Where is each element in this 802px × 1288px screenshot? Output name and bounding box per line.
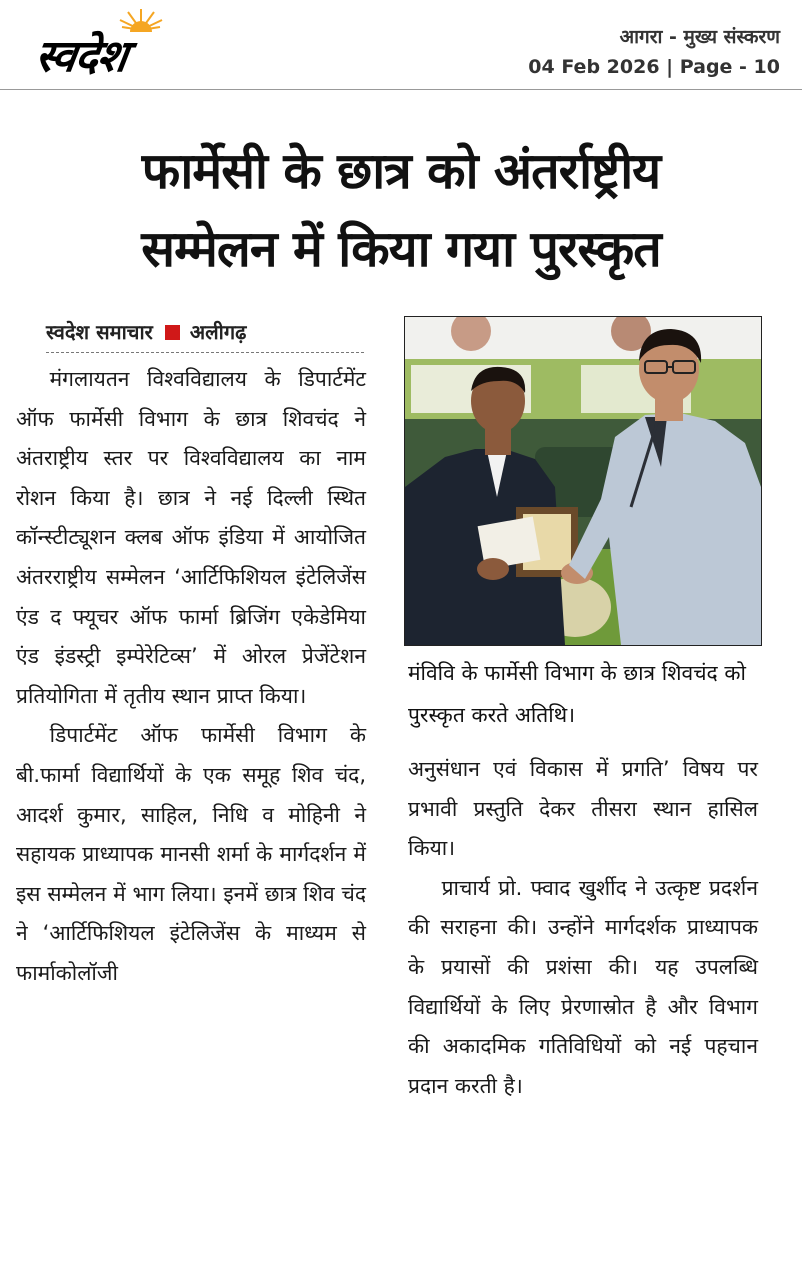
dateline: 04 Feb 2026 | Page - 10 — [528, 56, 780, 78]
edition-name: आगरा - मुख्य संस्करण — [619, 26, 780, 48]
masthead — [0, 0, 802, 92]
photo-caption: मंविवि के फार्मेसी विभाग के छात्र शिवचंद को पुरस्कृत करते अतिथि। — [408, 661, 746, 727]
headline-line-2: सम्मेलन में किया गया पुरस्कृत — [141, 220, 661, 278]
red-square-icon — [165, 325, 180, 340]
article-paragraph: अनुसंधान एवं विकास में प्रगति’ विषय पर प्रभावी प्रस्तुति देकर तीसरा स्थान हासिल किया। — [408, 757, 758, 861]
article-column-right — [408, 750, 758, 1106]
header-divider — [0, 89, 802, 90]
headline — [0, 132, 802, 288]
article-paragraph: डिपार्टमेंट ऑफ फार्मेसी विभाग के बी.फार्मा विद्यार्थियों के एक समूह शिव चंद, आदर्श कुमार, साहिल, निधि व मोहिनी ने सहायक प्राध्यापक मानसी शर्मा के मार्गदर्शन में इस सम्मेलन में भाग लिया। इनमें छात्र शिव चंद ने ‘आर्टिफिशियल इंटेलिजेंस के माध्यम से फार्माकोलॉजी — [16, 723, 366, 985]
award-ceremony-photo — [405, 317, 761, 645]
logo-text: स्वदेश — [32, 31, 131, 82]
headline-line-1: फार्मेसी के छात्र को अंतर्राष्ट्रीय — [141, 142, 661, 200]
article-column-left — [16, 360, 366, 994]
article-paragraph: मंगलायतन विश्वविद्यालय के डिपार्टमेंट ऑफ फार्मेसी विभाग के छात्र शिवचंद ने अंतराष्ट्रीय स्तर पर विश्वविद्यालय का नाम रोशन किया है। छात्र ने नई दिल्ली स्थित कॉन्स्टीट्यूशन क्लब ऑफ इंडिया में आयोजित अंतरराष्ट्रीय सम्मेलन ‘आर्टिफिशियल इंटेलिजेंस एंड द फ्यूचर ऑफ फार्मा ब्रिजिंग एकेडेमिया एंड इंडस्ट्री इम्पेरेटिव्स’ में ओरल प्रेजेंटेशन प्रतियोगिता में तृतीय स्थान प्राप्त किया। — [16, 367, 366, 708]
byline — [46, 318, 362, 345]
byline-divider — [46, 352, 364, 353]
newspaper-logo — [32, 6, 236, 86]
news-photo — [404, 316, 762, 646]
edition-info — [528, 22, 780, 82]
byline-place: अलीगढ़ — [189, 320, 247, 344]
byline-agency: स्वदेश समाचार — [46, 320, 153, 344]
article-paragraph: प्राचार्य प्रो. फ्वाद खुर्शीद ने उत्कृष्ट प्रदर्शन की सराहना की। उन्होंने मार्गदर्शक प्राध्यापक के प्रयासों की प्रशंसा की। यह उपलब्धि विद्यार्थियों के लिए प्रेरणास्रोत है और विभाग की अकादमिक गतिविधियों को नई पहचान प्रदान करती है। — [408, 875, 758, 1098]
